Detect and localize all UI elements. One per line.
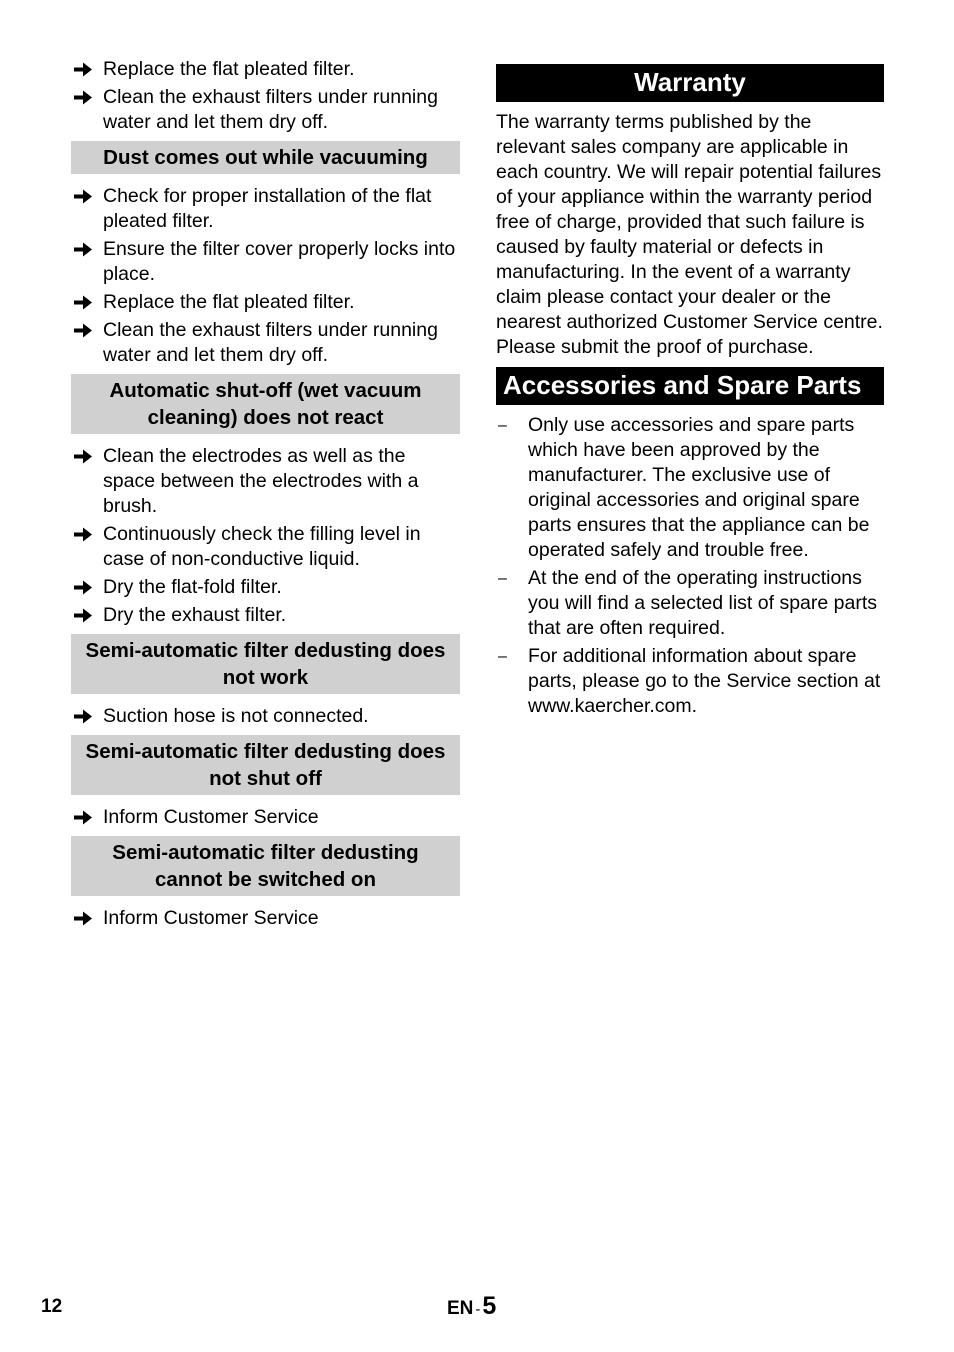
list-item [71, 290, 460, 315]
section-heading: Automatic shut-off (wet vacuum cleaning) does not react [71, 374, 460, 434]
list-item [71, 603, 460, 628]
list-item-text: Inform Customer Service [103, 907, 319, 929]
list-item [71, 57, 460, 82]
arrow-right-icon [73, 910, 93, 927]
dash-bullet-icon: – [498, 570, 507, 587]
list-item [71, 444, 460, 519]
section-page-number: 5 [482, 1292, 497, 1320]
list-item [71, 85, 460, 135]
list-item [71, 704, 460, 729]
arrow-right-icon [73, 526, 93, 543]
list-item-text: Dry the exhaust filter. [103, 604, 287, 626]
list-item-text: Replace the flat pleated filter. [103, 58, 355, 80]
list-item-text: At the end of the operating instructions you will find a selected list of spare parts that are often required. [528, 567, 878, 639]
arrow-right-icon [73, 322, 93, 339]
list-item-text: Continuously check the filling level in case of non-conductive liquid. [103, 523, 421, 570]
list-item-text: Ensure the filter cover properly locks into place. [103, 238, 456, 285]
arrow-right-icon [73, 89, 93, 106]
arrow-right-icon [73, 607, 93, 624]
list-item [71, 237, 460, 287]
section-heading: Dust comes out while vacuuming [71, 141, 460, 174]
dash-bullet-icon: – [498, 417, 507, 434]
list-item-text: Clean the exhaust filters under running water and let them dry off. [103, 319, 438, 366]
list-item [71, 318, 460, 368]
list-item [71, 575, 460, 600]
arrow-right-icon [73, 448, 93, 465]
section-heading: Semi-automatic filter dedusting cannot be switched on [71, 836, 460, 896]
arrow-right-icon [73, 579, 93, 596]
section-heading: Semi-automatic filter dedusting does not shut off [71, 735, 460, 795]
list-item-text: Check for proper installation of the flat pleated filter. [103, 185, 432, 232]
list-item-text: Replace the flat pleated filter. [103, 291, 355, 313]
section-list [71, 184, 460, 368]
section-list [71, 805, 460, 830]
section-list [71, 444, 460, 628]
accessories-heading: Accessories and Spare Parts [496, 367, 884, 405]
list-item [71, 522, 460, 572]
list-item [496, 644, 884, 719]
warranty-text: The warranty terms published by the relevant sales company are applicable in each country. We will repair potential failures of your appliance within the warranty period free of charge, provided that such failure is caused by faulty material or defects in manufacturing. In the event of a warranty claim please contact your dealer or the nearest authorized Customer Service centre. Please submit the proof of purchase. [496, 111, 883, 358]
arrow-right-icon [73, 188, 93, 205]
list-item [496, 566, 884, 641]
list-item [71, 906, 460, 931]
left-column [71, 57, 460, 934]
list-item-text: Suction hose is not connected. [103, 705, 369, 727]
section-list [71, 704, 460, 729]
list-item-text: Clean the electrodes as well as the space between the electrodes with a brush. [103, 445, 419, 517]
list-item-text: Clean the exhaust filters under running water and let them dry off. [103, 86, 438, 133]
arrow-right-icon [73, 809, 93, 826]
page-number: 12 [41, 1296, 63, 1317]
list-item-text: Dry the flat-fold filter. [103, 576, 282, 598]
list-item-text: Inform Customer Service [103, 806, 319, 828]
arrow-right-icon [73, 61, 93, 78]
accessories-list [496, 413, 884, 719]
arrow-right-icon [73, 241, 93, 258]
right-column [496, 64, 884, 722]
list-item [71, 805, 460, 830]
list-item-text: Only use accessories and spare parts which have been approved by the manufacturer. The exclusive use of original accessories and original spare parts ensures that the appliance can be operated safely and trouble free. [528, 414, 870, 561]
warranty-heading: Warranty [496, 64, 884, 102]
intro-list [71, 57, 460, 135]
section-page-marker [447, 1292, 496, 1321]
list-item-text: For additional information about spare parts, please go to the Service section at www.kaercher.com. [528, 645, 881, 717]
separator: - [475, 1301, 481, 1318]
list-item [496, 413, 884, 563]
arrow-right-icon [73, 294, 93, 311]
section-heading: Semi-automatic filter dedusting does not work [71, 634, 460, 694]
dash-bullet-icon: – [498, 648, 507, 665]
section-list [71, 906, 460, 931]
arrow-right-icon [73, 708, 93, 725]
list-item [71, 184, 460, 234]
language-code: EN [447, 1298, 474, 1319]
